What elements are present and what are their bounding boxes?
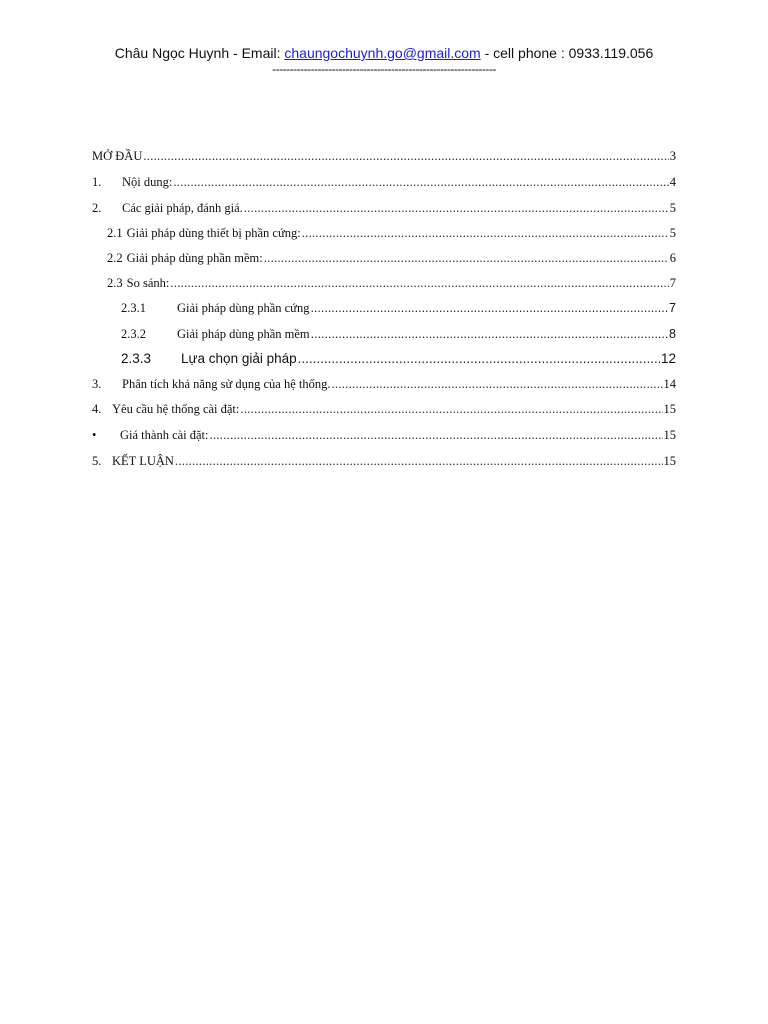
toc-page-number: 7 [669,276,676,290]
toc-page-number: 4 [669,175,676,189]
toc-page-number: 15 [663,428,676,442]
toc-title: MỞ ĐẦU [92,149,143,163]
toc-entry-2-3-2[interactable] [121,326,676,342]
toc-entry-5[interactable] [92,453,676,469]
toc-number: 2.3 [107,276,123,290]
toc-number: 2.1 [107,226,123,240]
toc-title: Lựa chọn giải pháp [181,351,297,366]
toc-entry-2-3-1[interactable] [121,300,676,316]
toc-entry-bullet[interactable] [92,427,676,443]
toc-entry-2-1[interactable] [107,225,676,241]
toc-page-number: 5 [669,201,676,215]
toc-page-number: 14 [663,377,676,391]
toc-page-number: 7 [669,301,676,315]
toc-leader [170,275,668,291]
email-link[interactable]: chaungochuynh.go@gmail.com [284,45,481,61]
toc-number: 2.3.1 [121,301,146,315]
toc-leader [143,148,668,164]
toc-number: 2.3.2 [121,327,146,341]
toc-title: KẾT LUẬN [112,454,174,468]
toc-title: Giải pháp dùng phần mềm [177,327,310,341]
toc-leader [310,300,668,316]
toc-entry-2-3-3[interactable] [121,351,676,367]
toc-number: 3. [92,377,102,391]
toc-title: Yêu cầu hệ thống cài đặt: [112,402,240,416]
toc-number: 2. [92,201,102,215]
toc-entry-3[interactable] [92,376,676,392]
toc-leader [311,326,668,342]
toc-number: 5. [92,454,102,468]
toc-title: Giá thành cài đặt: [120,428,209,442]
toc-title: Giải pháp dùng phần mềm: [126,251,263,265]
toc-page-number: 15 [663,402,676,416]
toc-leader [210,427,663,443]
author-name: Châu Ngọc Huynh - Email: [114,45,285,61]
toc-page-number: 6 [669,251,676,265]
toc-page-number: 5 [669,226,676,240]
toc-title: So sánh: [126,276,170,290]
page-header [0,44,768,62]
toc-entry-1[interactable] [92,174,676,190]
toc-entry-intro[interactable] [92,148,676,164]
toc-leader [173,174,668,190]
toc-page-number: 12 [660,351,676,366]
toc-leader [264,250,669,266]
toc-leader [240,401,662,417]
toc-page-number: 3 [669,149,676,163]
toc-title: Các giải pháp, đánh giá. [122,201,243,215]
toc-entry-4[interactable] [92,401,676,417]
toc-entry-2-3[interactable] [107,275,676,291]
toc-leader [331,376,662,392]
toc-title: Nội dung: [122,175,173,189]
toc-leader [244,200,669,216]
toc-leader [175,453,663,469]
toc-entry-2[interactable] [92,200,676,216]
toc-entry-2-2[interactable] [107,250,676,266]
toc-title: Giải pháp dùng phần cứng [177,301,310,315]
bullet-icon: • [92,428,97,442]
toc-leader [302,225,669,241]
toc-number: 4. [92,402,102,416]
toc-page-number: 8 [669,327,676,341]
toc-number: 1. [92,175,102,189]
toc-title: Phân tích khả năng sử dụng của hệ thống. [122,377,331,391]
toc-number: 2.3.3 [121,351,152,366]
header-rule: ---------------------------------------------------------------- [272,62,496,76]
toc-leader [298,351,660,367]
toc-page-number: 15 [663,454,676,468]
toc-title: Giải pháp dùng thiết bị phần cứng: [126,226,301,240]
phone-number: - cell phone : 0933.119.056 [480,45,654,61]
toc-number: 2.2 [107,251,123,265]
